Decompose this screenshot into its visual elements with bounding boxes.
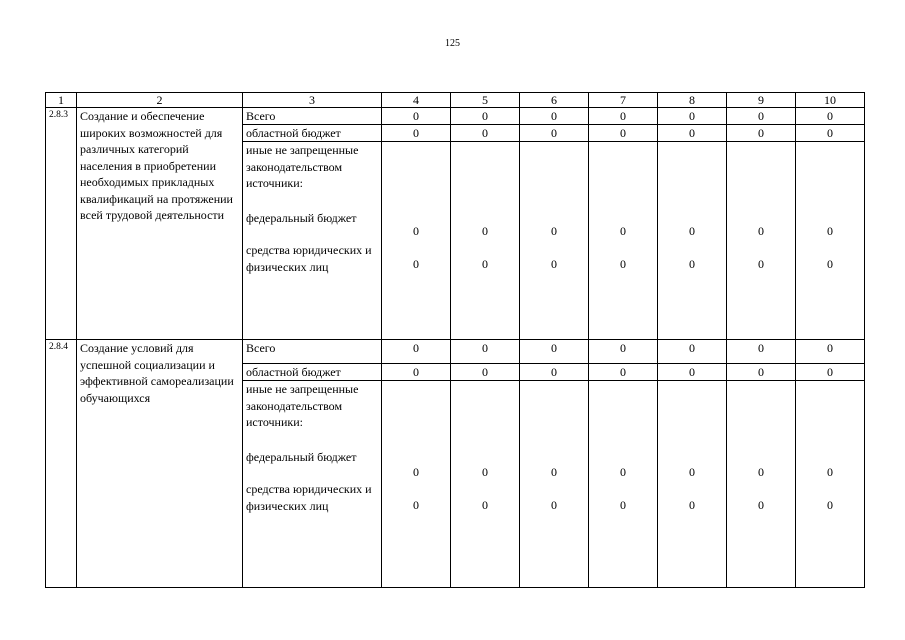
value-cell: 0: [727, 125, 796, 142]
value-cell: 0: [658, 108, 727, 125]
col-header: 7: [589, 93, 658, 108]
value-cell: 0: [796, 108, 865, 125]
value-cell: 0: [796, 340, 865, 364]
col-header: 6: [520, 93, 589, 108]
value-cell: 0: [382, 108, 451, 125]
value-cell: 0 0: [658, 142, 727, 340]
value-cell: 0 0: [451, 381, 520, 588]
value-cell: 0 0: [796, 381, 865, 588]
source-label: федеральный бюджет: [246, 210, 357, 225]
value-cell: 0: [382, 125, 451, 142]
value-cell: 0: [520, 340, 589, 364]
value-cell: 0: [658, 364, 727, 381]
other-sources-cell: [243, 142, 382, 340]
item-code: 2.8.3: [46, 108, 77, 340]
value-cell: 0: [589, 125, 658, 142]
value-cell: 0: [382, 340, 451, 364]
col-header: 9: [727, 93, 796, 108]
source-label: областной бюджет: [243, 364, 382, 381]
col-header: 5: [451, 93, 520, 108]
value-cell: 0 0: [658, 381, 727, 588]
source-label: областной бюджет: [243, 125, 382, 142]
page-number: 125: [445, 38, 460, 49]
source-label: иные не запрещенные законодательством источники:: [246, 382, 359, 429]
value-cell: 0 0: [727, 142, 796, 340]
value-cell: 0: [451, 108, 520, 125]
source-label: средства юридических и физических лиц: [246, 482, 372, 513]
value-cell: 0: [727, 340, 796, 364]
value-cell: 0: [451, 340, 520, 364]
value-cell: 0 0: [451, 142, 520, 340]
value-cell: 0: [658, 125, 727, 142]
value-cell: 0 0: [589, 142, 658, 340]
col-header: 8: [658, 93, 727, 108]
table-row-total: [46, 340, 865, 364]
value-cell: 0: [727, 364, 796, 381]
value-cell: 0 0: [520, 142, 589, 340]
value-cell: 0: [520, 108, 589, 125]
source-label: Всего: [243, 108, 382, 125]
value-cell: 0 0: [382, 142, 451, 340]
value-cell: 0 0: [589, 381, 658, 588]
col-header: 2: [77, 93, 243, 108]
value-cell: 0: [589, 340, 658, 364]
value-cell: 0: [451, 364, 520, 381]
value-cell: 0 0: [382, 381, 451, 588]
value-cell: 0: [520, 125, 589, 142]
value-cell: 0 0: [727, 381, 796, 588]
other-sources-cell: [243, 381, 382, 588]
value-cell: 0: [727, 108, 796, 125]
col-header: 10: [796, 93, 865, 108]
source-label: Всего: [243, 340, 382, 364]
value-cell: 0: [520, 364, 589, 381]
source-label: федеральный бюджет: [246, 449, 357, 464]
value-cell: 0: [451, 125, 520, 142]
value-cell: 0 0: [796, 142, 865, 340]
col-header: 1: [46, 93, 77, 108]
item-description: Создание и обеспечение широких возможностей для различных категорий населения в приобретении необходимых прикладных квалификаций на протяжении всей трудовой деятельности: [77, 108, 243, 340]
value-cell: 0: [589, 364, 658, 381]
value-cell: 0: [658, 340, 727, 364]
item-code: 2.8.4: [46, 340, 77, 588]
source-label: иные не запрещенные законодательством источники:: [246, 143, 359, 190]
column-numbers-row: [46, 93, 865, 108]
value-cell: 0: [589, 108, 658, 125]
col-header: 3: [243, 93, 382, 108]
funding-table: [45, 92, 865, 588]
table-row-total: [46, 108, 865, 125]
source-label: средства юридических и физических лиц: [246, 243, 372, 274]
col-header: 4: [382, 93, 451, 108]
value-cell: 0: [796, 364, 865, 381]
value-cell: 0 0: [520, 381, 589, 588]
item-description: Создание условий для успешной социализации и эффективной самореализации обучающихся: [77, 340, 243, 588]
value-cell: 0: [382, 364, 451, 381]
value-cell: 0: [796, 125, 865, 142]
